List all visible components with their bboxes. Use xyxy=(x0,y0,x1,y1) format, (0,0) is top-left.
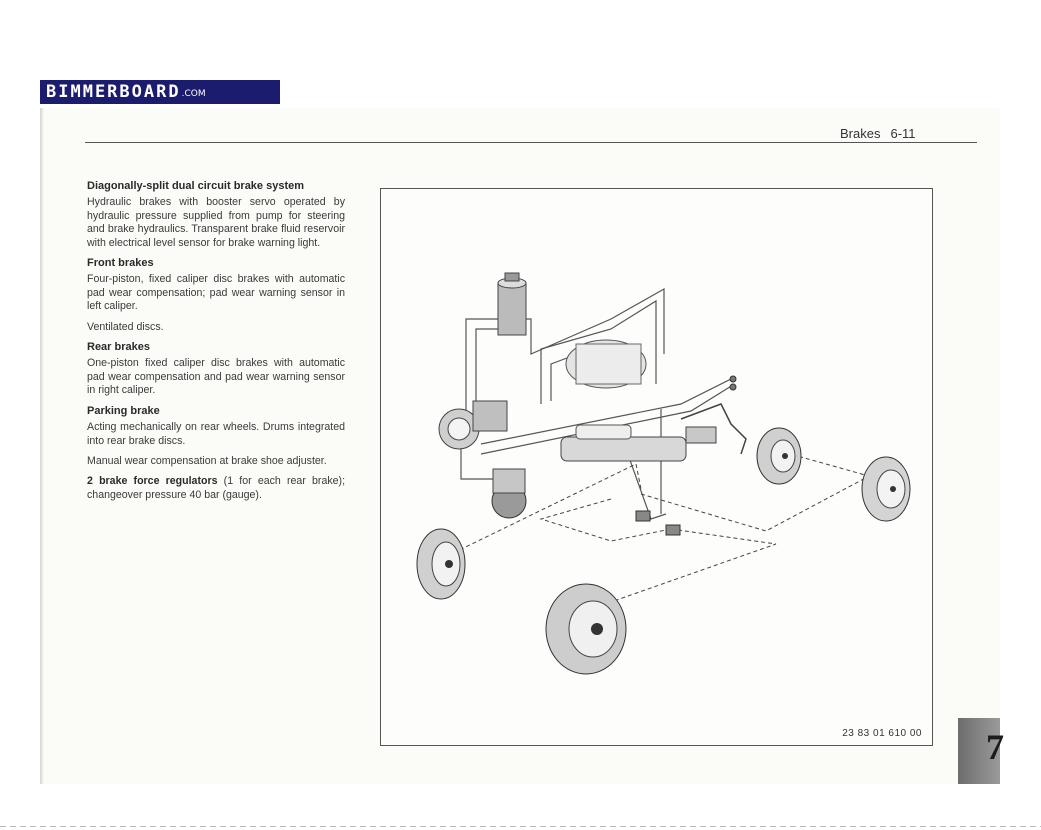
pressure-pump xyxy=(439,401,507,449)
section-dual-circuit xyxy=(87,180,345,250)
master-cylinder xyxy=(561,425,716,461)
figure-reference-code: 23 83 01 610 00 xyxy=(842,728,922,739)
section-rear-brakes xyxy=(87,341,345,398)
regulators-rest: (1 for each rear brake); changeover pressure 40 bar (gauge). xyxy=(87,475,346,501)
logo-suffix-text: .COM xyxy=(181,89,206,99)
section-heading: Diagonally-split dual circuit brake system xyxy=(87,180,305,192)
rear-right-brake-disc xyxy=(862,457,910,521)
logo-brand-text: BIMMERBOARD xyxy=(46,82,181,102)
header-rule xyxy=(85,142,977,143)
page-edge-shadow xyxy=(40,108,44,784)
header-page-number: 6-11 xyxy=(890,126,916,141)
section-paragraph: Ventilated discs. xyxy=(87,320,164,333)
section-paragraph: Manual wear compensation at brake shoe adjuster. xyxy=(87,454,327,467)
accumulator xyxy=(492,469,526,518)
section-paragraph: Acting mechanically on rear wheels. Drums integrated into rear brake discs. xyxy=(87,421,345,447)
header-section-title: Brakes xyxy=(840,126,881,141)
rear-left-brake-disc xyxy=(546,584,626,674)
section-parking-brake xyxy=(87,405,345,469)
brake-system-diagram xyxy=(381,189,934,747)
section-paragraph: Hydraulic brakes with booster servo operated by hydraulic pressure supplied from pump for steering and brake hydraulics. Transparent brake fluid reservoir with electrical level sensor for brake warning light. xyxy=(87,196,345,249)
chapter-tab-number: 7 xyxy=(986,727,1004,767)
manual-page xyxy=(40,108,1004,784)
brake-force-regulators xyxy=(636,511,680,535)
section-heading: Parking brake xyxy=(87,404,160,417)
section-heading: Rear brakes xyxy=(87,341,150,354)
brake-system-figure xyxy=(380,188,933,746)
hydraulic-booster xyxy=(566,340,646,388)
regulators-bold: 2 brake force regulators xyxy=(87,475,218,488)
scan-edge xyxy=(0,826,1041,827)
regulators-paragraph xyxy=(87,475,345,502)
front-right-brake-disc xyxy=(757,428,801,484)
line-connectors xyxy=(730,376,736,390)
running-header xyxy=(840,126,916,141)
text-column xyxy=(87,180,345,509)
section-paragraph: One-piston fixed caliper disc brakes with automatic pad wear compensation and pad wear warning sensor in right caliper. xyxy=(87,357,345,397)
site-logo[interactable] xyxy=(40,80,280,104)
brake-fluid-reservoir xyxy=(498,273,526,335)
front-left-brake-disc xyxy=(417,529,465,599)
section-front-brakes xyxy=(87,257,345,334)
section-paragraph: Four-piston, fixed caliper disc brakes with automatic pad wear compensation; pad wear warning sensor in left caliper. xyxy=(87,273,345,313)
chapter-tab xyxy=(958,718,1004,784)
section-heading: Front brakes xyxy=(87,257,154,270)
